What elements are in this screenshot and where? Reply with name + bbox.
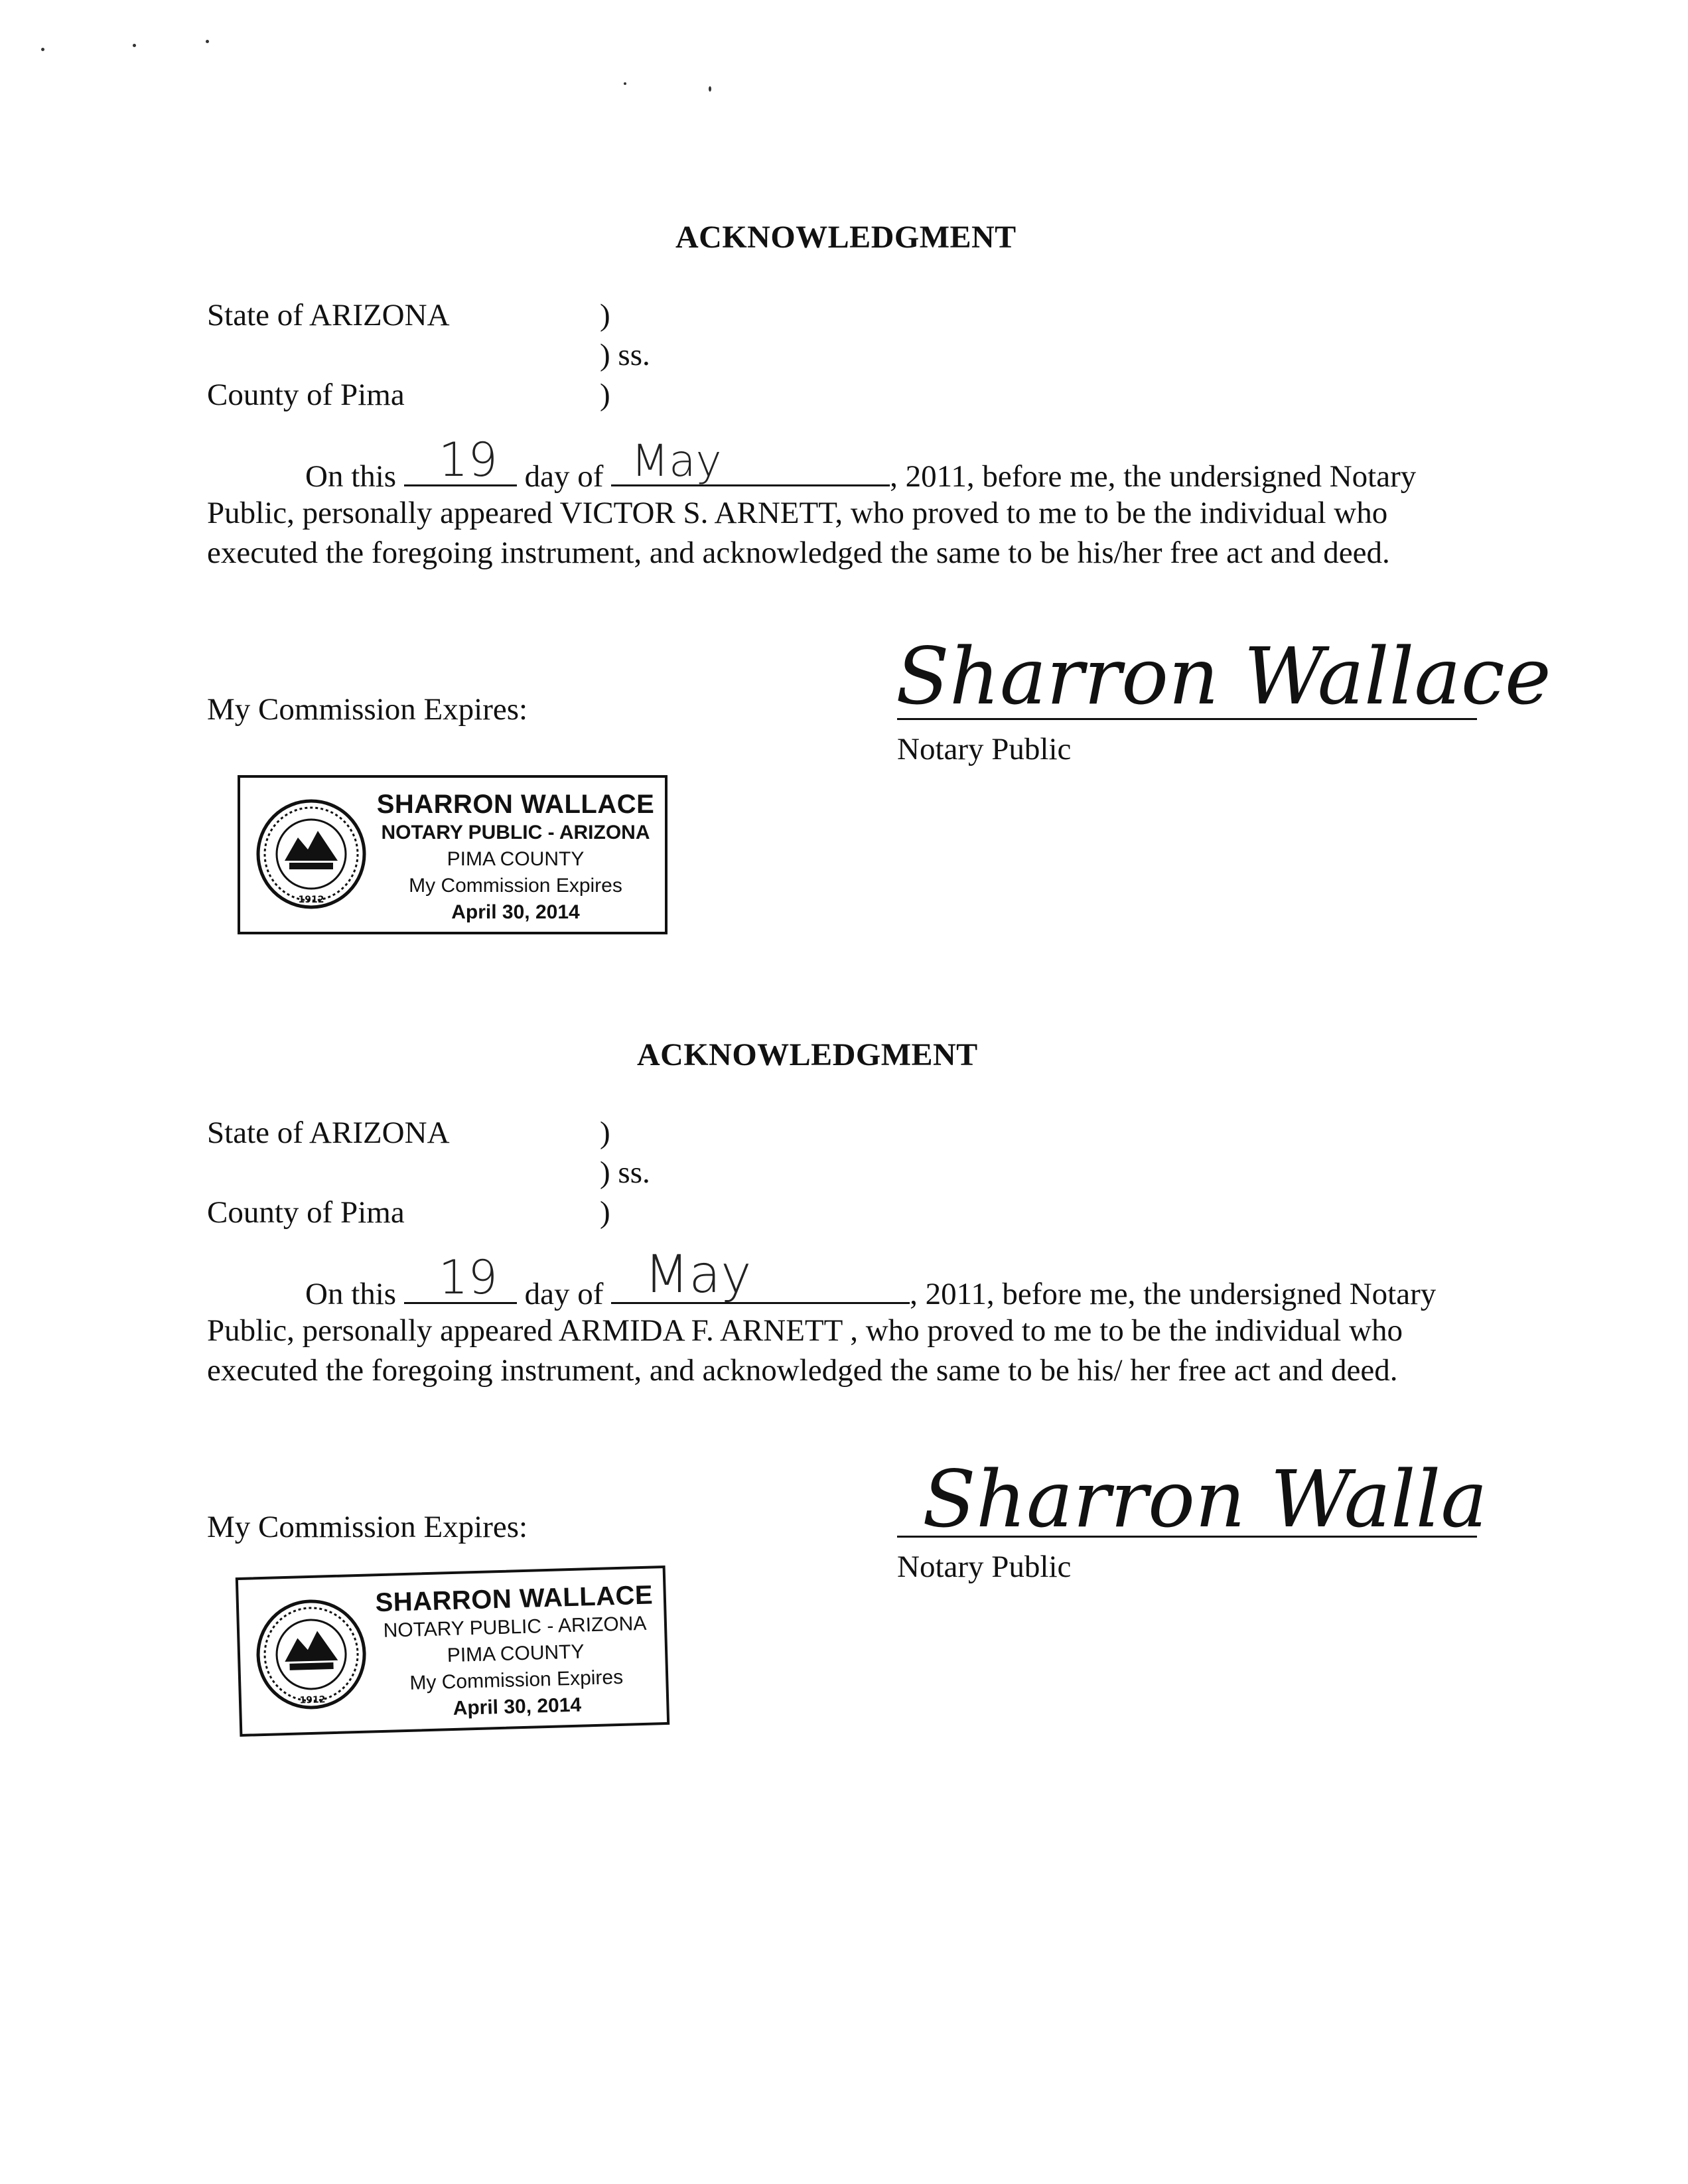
day-handwritten: 19	[438, 1250, 498, 1305]
section-title: ACKNOWLEDGMENT	[637, 1037, 978, 1072]
section-title: ACKNOWLEDGMENT	[675, 220, 1017, 255]
day-blank	[404, 433, 517, 487]
month-blank	[611, 1245, 910, 1305]
notary-signature	[889, 617, 1551, 723]
ss-label: ) ss.	[600, 1155, 650, 1190]
signature-text: Sharron Walla	[922, 1453, 1488, 1545]
appeared-line	[207, 498, 1387, 529]
scan-speck	[624, 82, 626, 85]
stamp-line-3: My Commission Expires	[409, 875, 622, 897]
signature-text: Sharron Wallace	[896, 630, 1551, 722]
stamp-line-2: PIMA COUNTY	[447, 848, 585, 870]
stamp-line-1: NOTARY PUBLIC - ARIZONA	[383, 1612, 647, 1642]
date-line	[305, 433, 1417, 494]
state-label: State of ARIZONA	[207, 298, 450, 332]
day-of-label: day of	[524, 1277, 604, 1311]
date-line	[305, 1245, 1437, 1311]
seal-year: 1912	[298, 895, 324, 905]
notary-public-label: Notary Public	[897, 1550, 1072, 1584]
scan-speck	[206, 40, 209, 43]
scan-speck	[133, 44, 136, 47]
stamp-line-3: My Commission Expires	[409, 1666, 624, 1694]
stamp-line-4: April 30, 2014	[453, 1694, 582, 1720]
month-handwritten: May	[631, 435, 722, 486]
stamp-name: SHARRON WALLACE	[376, 790, 655, 819]
stamp-line-4: April 30, 2014	[451, 901, 580, 923]
notary-stamp	[238, 775, 668, 934]
day-of-label: day of	[524, 459, 604, 494]
day-handwritten: 19	[438, 433, 498, 487]
executed-line: executed the foregoing instrument, and acknowledged the same to be his/ her free act and deed.	[207, 1353, 1398, 1388]
notary-public-label: Notary Public	[897, 732, 1072, 766]
appeared-suffix: who proved to me to be the individual who	[857, 1313, 1403, 1348]
state-seal	[255, 798, 368, 910]
stamp-line-1: NOTARY PUBLIC - ARIZONA	[381, 822, 650, 843]
year-text: , 2011, before me, the undersigned Notary	[890, 459, 1417, 494]
on-this-label: On this	[305, 1277, 397, 1311]
paren-top: )	[600, 1116, 610, 1150]
appeared-prefix: Public, personally appeared	[207, 1313, 559, 1348]
appeared-name: ARMIDA F. ARNETT ,	[558, 1313, 858, 1348]
notary-signature	[916, 1440, 1488, 1546]
month-blank	[611, 435, 890, 486]
state-label: State of ARIZONA	[207, 1116, 450, 1150]
ss-label: ) ss.	[600, 338, 650, 372]
signature-line	[897, 1536, 1477, 1538]
executed-line: executed the foregoing instrument, and acknowledged the same to be his/her free act and deed.	[207, 536, 1390, 570]
appeared-name: VICTOR S. ARNETT,	[559, 496, 843, 530]
county-label: County of Pima	[207, 378, 405, 412]
year-text: , 2011, before me, the undersigned Notary	[910, 1277, 1437, 1311]
scan-speck	[41, 48, 44, 51]
appeared-suffix: who proved to me to be the individual who	[843, 496, 1388, 530]
paren-bottom: )	[600, 1195, 610, 1230]
stamp-text	[373, 790, 658, 926]
state-seal	[253, 1597, 370, 1713]
appeared-prefix: Public, personally appeared	[207, 496, 560, 530]
paren-top: )	[600, 298, 610, 332]
stamp-line-2: PIMA COUNTY	[447, 1640, 585, 1667]
commission-label: My Commission Expires:	[207, 692, 528, 727]
month-handwritten: May	[644, 1245, 752, 1305]
paren-bottom: )	[600, 378, 610, 412]
notary-stamp	[236, 1565, 669, 1737]
seal-year: 1912	[299, 1694, 326, 1706]
stamp-text	[371, 1580, 660, 1724]
on-this-label: On this	[305, 459, 397, 494]
scan-speck	[709, 86, 711, 92]
stamp-name: SHARRON WALLACE	[375, 1580, 654, 1618]
county-label: County of Pima	[207, 1195, 405, 1230]
signature-line	[897, 718, 1477, 720]
appeared-line	[207, 1315, 1403, 1347]
day-blank	[404, 1250, 517, 1305]
commission-label: My Commission Expires:	[207, 1510, 528, 1544]
